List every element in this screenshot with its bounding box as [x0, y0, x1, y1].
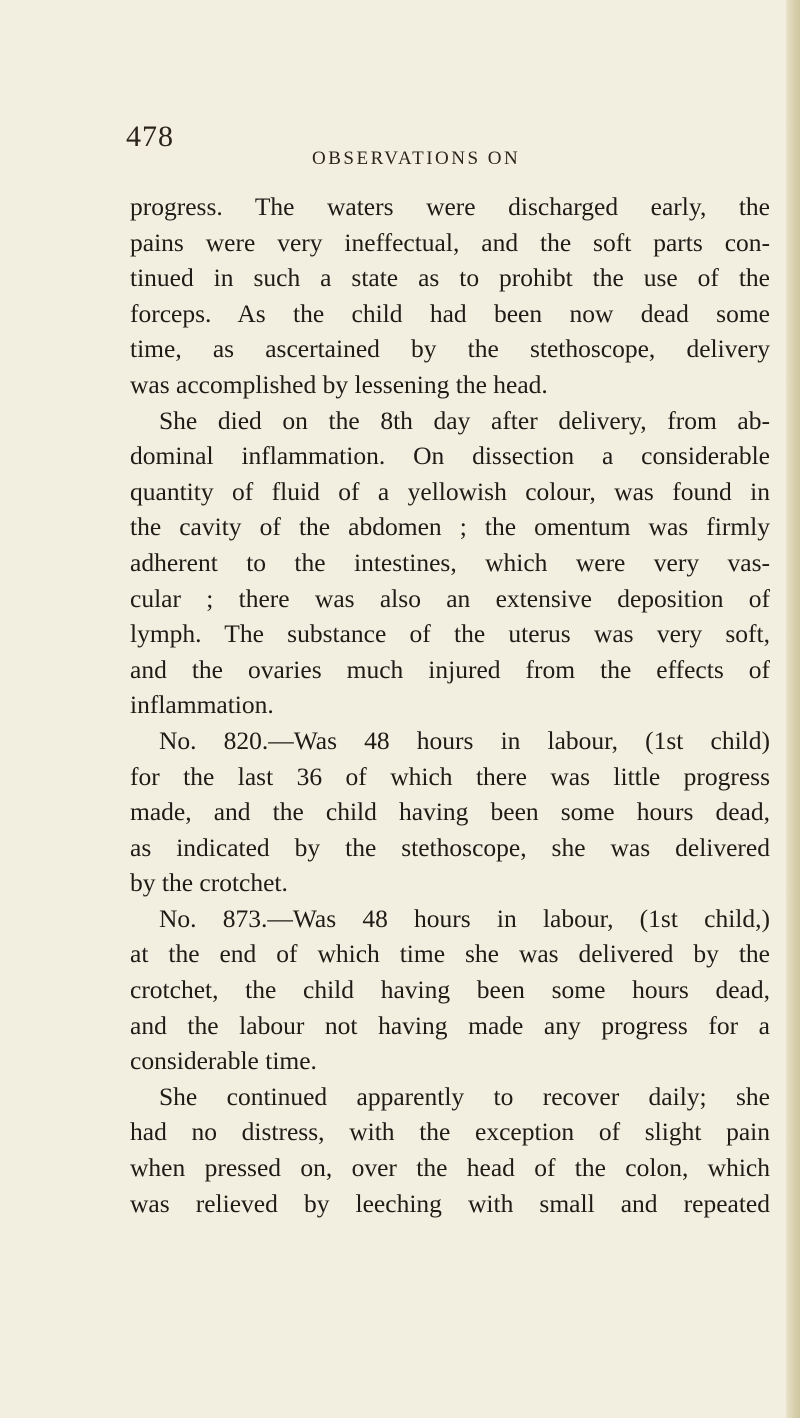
text-line: She died on the 8th day after delivery, from ab-: [159, 405, 770, 435]
text-line: was relieved by leeching with small and repeated: [130, 1188, 770, 1218]
text-line: progress. The waters were discharged early, the: [130, 192, 770, 221]
text-line: She continued apparently to recover daily; she: [159, 1081, 770, 1111]
text-line: dominal inflammation. On dissection a considerable: [130, 441, 770, 471]
page-number: 478: [126, 120, 174, 153]
text-line: as indicated by the stethoscope, she was delivered: [130, 832, 770, 862]
text-line: cular ; there was also an extensive deposition of: [130, 583, 770, 613]
text-line: No. 873.—Was 48 hours in labour, (1st child,): [159, 903, 770, 933]
text-line: at the end of which time she was delivered by the: [130, 939, 770, 969]
text-line: forceps. As the child had been now dead some: [130, 298, 770, 328]
text-line: crotchet, the child having been some hours dead,: [130, 975, 770, 1005]
text-line: and the labour not having made any progress for a: [130, 1010, 770, 1040]
text-line: time, as ascertained by the stethoscope, delivery: [130, 334, 770, 364]
text-line: considerable time.: [130, 1046, 317, 1076]
page-header: [126, 120, 766, 180]
text-line: the cavity of the abdomen ; the omentum was firmly: [130, 512, 770, 542]
text-line: was accomplished by lessening the head.: [130, 369, 548, 399]
running-head: OBSERVATIONS ON: [312, 148, 521, 169]
text-line: tinued in such a state as to prohibt the use of the: [130, 263, 770, 293]
body-text: [130, 189, 770, 1221]
text-line: and the ovaries much injured from the effects of: [130, 654, 770, 684]
text-line: made, and the child having been some hours dead,: [130, 797, 770, 827]
text-line: inflammation.: [130, 690, 274, 720]
text-line: had no distress, with the exception of slight pain: [130, 1117, 770, 1147]
text-line: No. 820.—Was 48 hours in labour, (1st child): [159, 725, 770, 755]
text-line: lymph. The substance of the uterus was very soft,: [130, 619, 770, 649]
text-line: pains were very ineffectual, and the soft parts con-: [130, 227, 770, 257]
text-line: when pressed on, over the head of the colon, which: [130, 1153, 770, 1183]
page-edge: [786, 0, 800, 1418]
text-line: quantity of fluid of a yellowish colour, was found in: [130, 476, 770, 506]
text-line: for the last 36 of which there was little progress: [130, 761, 770, 791]
text-line: adherent to the intestines, which were very vas-: [130, 547, 770, 577]
text-line: by the crotchet.: [130, 868, 288, 898]
